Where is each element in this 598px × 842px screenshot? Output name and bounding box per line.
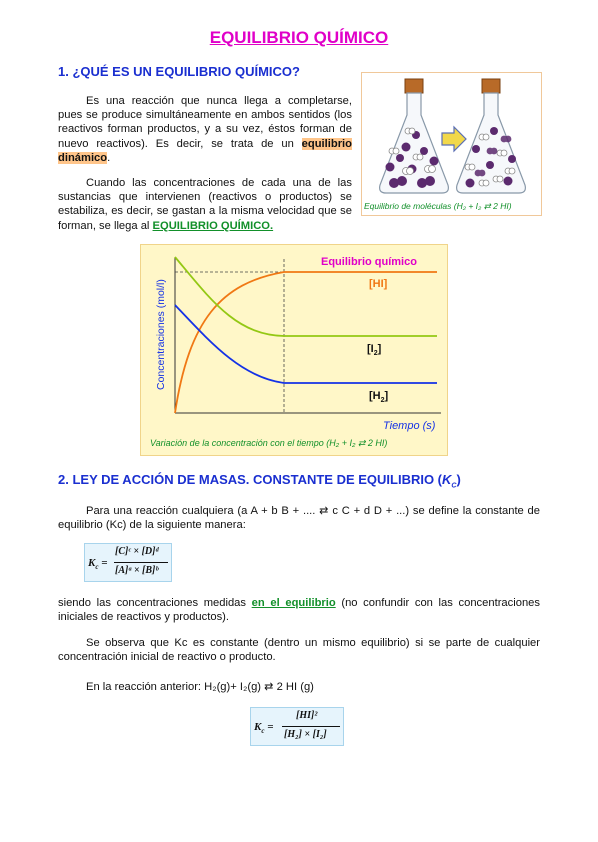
flask-drawing — [362, 73, 541, 203]
formula-hi-divider — [282, 726, 340, 727]
formula-kc-denominator: [A]ᵃ × [B]ᵇ — [115, 565, 159, 576]
series-i2-label: $[I_2]$ — [367, 343, 382, 357]
arrow-right-icon — [442, 127, 466, 151]
chart-title: Equilibrio químico — [321, 256, 417, 268]
flask-caption: Equilibrio de moléculas (H₂ + I₂ ⇄ 2 HI) — [364, 201, 512, 211]
series-h2-line — [175, 305, 437, 383]
chart-svg — [141, 245, 447, 455]
paragraph-definition — [58, 94, 352, 165]
formula-kc-numerator: [C]ᶜ × [D]ᵈ — [115, 546, 159, 557]
flask-left-icon — [380, 79, 449, 193]
flask-right-icon — [457, 79, 526, 193]
series-hi-line — [175, 272, 437, 413]
series-hi-label: [HI] — [369, 278, 388, 290]
paragraph-kc-definition: Para una reacción cualquiera (a A + b B + .... ⇄ c C + d D + ...) se define la constante de equilibrio (Kc) de la siguiente manera: — [58, 505, 540, 532]
paragraph-constant: Se observa que Kc es constante (dentro un mismo equilibrio) si se parte de cualquier concentración inicial de reactivo o producto. — [58, 637, 540, 664]
section2-heading-text: 2. LEY DE ACCIÓN DE MASAS. CONSTANTE DE EQUILIBRIO ( — [58, 472, 443, 487]
paragraph-reaction: En la reacción anterior: H₂(g)+ I₂(g) ⇄ 2 HI (g) — [86, 681, 314, 693]
in-equilibrium-link[interactable]: en el equilibrio — [251, 597, 336, 609]
series-h2-label: $[H_2]$ — [369, 390, 389, 404]
formula-hi-denominator: [H₂] × [I₂] — [284, 729, 327, 740]
series-i2-line — [175, 257, 437, 336]
section2-heading-sub: C — [451, 482, 457, 490]
paragraph-definition-end: . — [107, 151, 111, 164]
page-title: EQUILIBRIO QUÍMICO — [209, 28, 389, 47]
x-axis-label: Tiempo (s) — [383, 420, 436, 432]
equilibrium-link[interactable]: EQUILIBRIO QUÍMICO. — [152, 219, 274, 232]
section2-heading-k: K — [442, 472, 452, 487]
section2-heading — [58, 472, 461, 490]
paragraph-measured-start: siendo las concentraciones medidas — [58, 597, 252, 609]
paragraph-equilibrium — [58, 176, 352, 233]
paragraph-measured — [58, 596, 540, 624]
formula-kc-symbol: $K_c$ = — [88, 557, 108, 572]
flask-illustration — [361, 72, 542, 216]
formula-hi-kc-symbol: $K_c$ = — [254, 721, 274, 736]
chart-caption: Variación de la concentración con el tiempo (H₂ + I₂ ⇄ 2 HI) — [150, 438, 388, 448]
kc-general-formula — [84, 543, 172, 582]
section2-heading-end: ) — [456, 472, 461, 487]
y-axis-label: Concentraciones (mol/l) — [155, 279, 167, 390]
formula-hi-numerator: [HI]² — [296, 710, 318, 721]
section1-heading: 1. ¿QUÉ ES UN EQUILIBRIO QUÍMICO? — [58, 64, 300, 79]
concentration-chart — [140, 244, 448, 456]
formula-kc-divider — [114, 562, 168, 563]
dynamic-equilibrium-highlight: equilibrio dinámico — [58, 137, 352, 164]
paragraph-equilibrium-text: Cuando las concentraciones de cada una de las sustancias que intervienen (reactivos o productos) se estabiliza, es decir, se gastan a la misma velocidad que se forman, se llega al — [58, 177, 352, 232]
paragraph-measured-end: (no confundir con las concentraciones iniciales de reactivos y productos). — [58, 597, 540, 624]
paragraph-definition-text: Es una reacción que nunca llega a completarse, pues se produce simultáneamente en ambos sentidos (los reactivos forman productos, y a su vez, éstos forman de nuevo reactivos). Es decir, se trata de un — [58, 95, 352, 150]
kc-hi-formula — [250, 707, 344, 746]
